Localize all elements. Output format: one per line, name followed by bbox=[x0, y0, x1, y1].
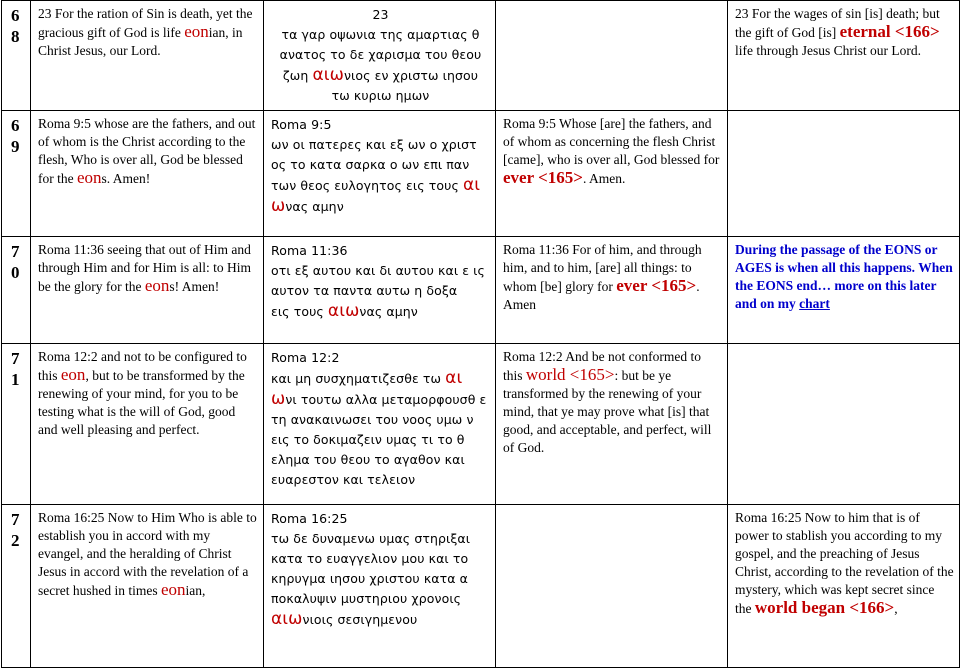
eon-highlight: eon bbox=[160, 580, 186, 599]
notes-cell bbox=[728, 111, 960, 237]
row-number: 6 8 bbox=[2, 1, 31, 111]
greek-cell: Roma 11:36 οτι εξ αυτου και δι αυτου και ε ις αυτον τα παντα αυτω η δοξα εις τους αιωνας αμην bbox=[264, 237, 496, 344]
kjv-cell bbox=[496, 1, 728, 111]
row-number: 7 2 bbox=[2, 505, 31, 668]
aion-highlight: αιω bbox=[327, 301, 360, 321]
kjv-cell: 23 For the wages of sin [is] death; but the gift of God [is] eternal <166> life through Jesus Christ our Lord. bbox=[728, 1, 960, 111]
greek-cell: Roma 16:25 τω δε δυναμενω υμας στηριξαι κατα το ευαγγελιον μου και το κηρυγμα ιησου χριστου κατα α ποκαλυψιν μυστηριου χρονοις αιωνιοις σεσιγημενου bbox=[264, 505, 496, 668]
world-highlight: world began <166> bbox=[754, 598, 895, 617]
notes-cell bbox=[728, 344, 960, 505]
notes-cell: During the passage of the EONS or AGES is when all this happens. When the EONS end… more on this later and on my chart bbox=[728, 237, 960, 344]
kjv-cell bbox=[496, 505, 728, 668]
table-row bbox=[2, 1, 960, 111]
eternal-highlight: eternal <166> bbox=[839, 22, 940, 41]
chart-link[interactable]: chart bbox=[799, 296, 830, 311]
kjv-cell: Roma 11:36 For of him, and through him, and to him, [are] all things: to whom [be] glory for ever <165>. Amen bbox=[496, 237, 728, 344]
row-number: 7 0 bbox=[2, 237, 31, 344]
concordant-cell: Roma 16:25 Now to Him Who is able to establish you in accord with my evangel, and the heralding of Christ Jesus in accord with the revelation of a secret hushed in times eonian, bbox=[31, 505, 264, 668]
concordant-cell: Roma 9:5 whose are the fathers, and out of whom is the Christ according to the flesh, Who is over all, God be blessed for the eons. Amen! bbox=[31, 111, 264, 237]
table-row bbox=[2, 111, 960, 237]
row-number: 7 1 bbox=[2, 344, 31, 505]
greek-cell: Roma 12:2 και μη συσχηματιζεσθε τω αι ωνι τουτω αλλα μεταμορφουσθ ε τη ανακαινωσει του νοος υμω ν εις το δοκιμαζειν υμας τι το θ ελημα του θεου το αγαθον και ευαρεστον και τελειον bbox=[264, 344, 496, 505]
table-row bbox=[2, 237, 960, 344]
row-number: 6 9 bbox=[2, 111, 31, 237]
ever-highlight: ever <165> bbox=[616, 276, 697, 295]
world-highlight: world <165> bbox=[525, 365, 615, 384]
kjv-cell: Roma 12:2 And be not conformed to this world <165>: but be ye transformed by the renewing of your mind, that ye may prove what [is] that good, and acceptable, and perfect, will of God. bbox=[496, 344, 728, 505]
aion-highlight: αι ω bbox=[271, 175, 481, 216]
greek-cell: 23 τα γαρ οψωνια της αμαρτιας θ ανατος το δε χαρισμα του θεου ζωη αιωνιος εν χριστω ιησου τω κυριω ημων bbox=[264, 1, 496, 111]
aion-highlight: αι ω bbox=[271, 368, 463, 409]
kjv-cell: Roma 16:25 Now to him that is of power to stablish you according to my gospel, and the preaching of Jesus Christ, according to the revelation of the mystery, which was kept secret since the world began <166>, bbox=[728, 505, 960, 668]
concordant-cell: 23 For the ration of Sin is death, yet the gracious gift of God is life eonian, in Christ Jesus, our Lord. bbox=[31, 1, 264, 111]
aion-highlight: αιω bbox=[312, 65, 344, 85]
verse-comparison-table bbox=[1, 0, 960, 668]
table-row bbox=[2, 344, 960, 505]
aion-highlight: αιω bbox=[271, 609, 303, 629]
ever-highlight: ever <165> bbox=[503, 168, 583, 187]
eon-highlight: eon bbox=[76, 168, 102, 187]
eon-highlight: eon bbox=[184, 22, 209, 41]
eon-highlight: eon bbox=[144, 276, 170, 295]
concordant-cell: Roma 12:2 and not to be configured to this eon, but to be transformed by the renewing of your mind, for you to be testing what is the will of God, good and well pleasing and perfect. bbox=[31, 344, 264, 505]
greek-cell: Roma 9:5 ων οι πατερες και εξ ων ο χριστ ος το κατα σαρκα ο ων επι παν των θεος ευλογητος εις τους αι ωνας αμην bbox=[264, 111, 496, 237]
eon-highlight: eon bbox=[60, 365, 86, 384]
table-row bbox=[2, 505, 960, 668]
kjv-cell: Roma 9:5 Whose [are] the fathers, and of whom as concerning the flesh Christ [came], who is over all, God blessed for ever <165>. Amen. bbox=[496, 111, 728, 237]
concordant-cell: Roma 11:36 seeing that out of Him and through Him and for Him is all: to Him be the glory for the eons! Amen! bbox=[31, 237, 264, 344]
